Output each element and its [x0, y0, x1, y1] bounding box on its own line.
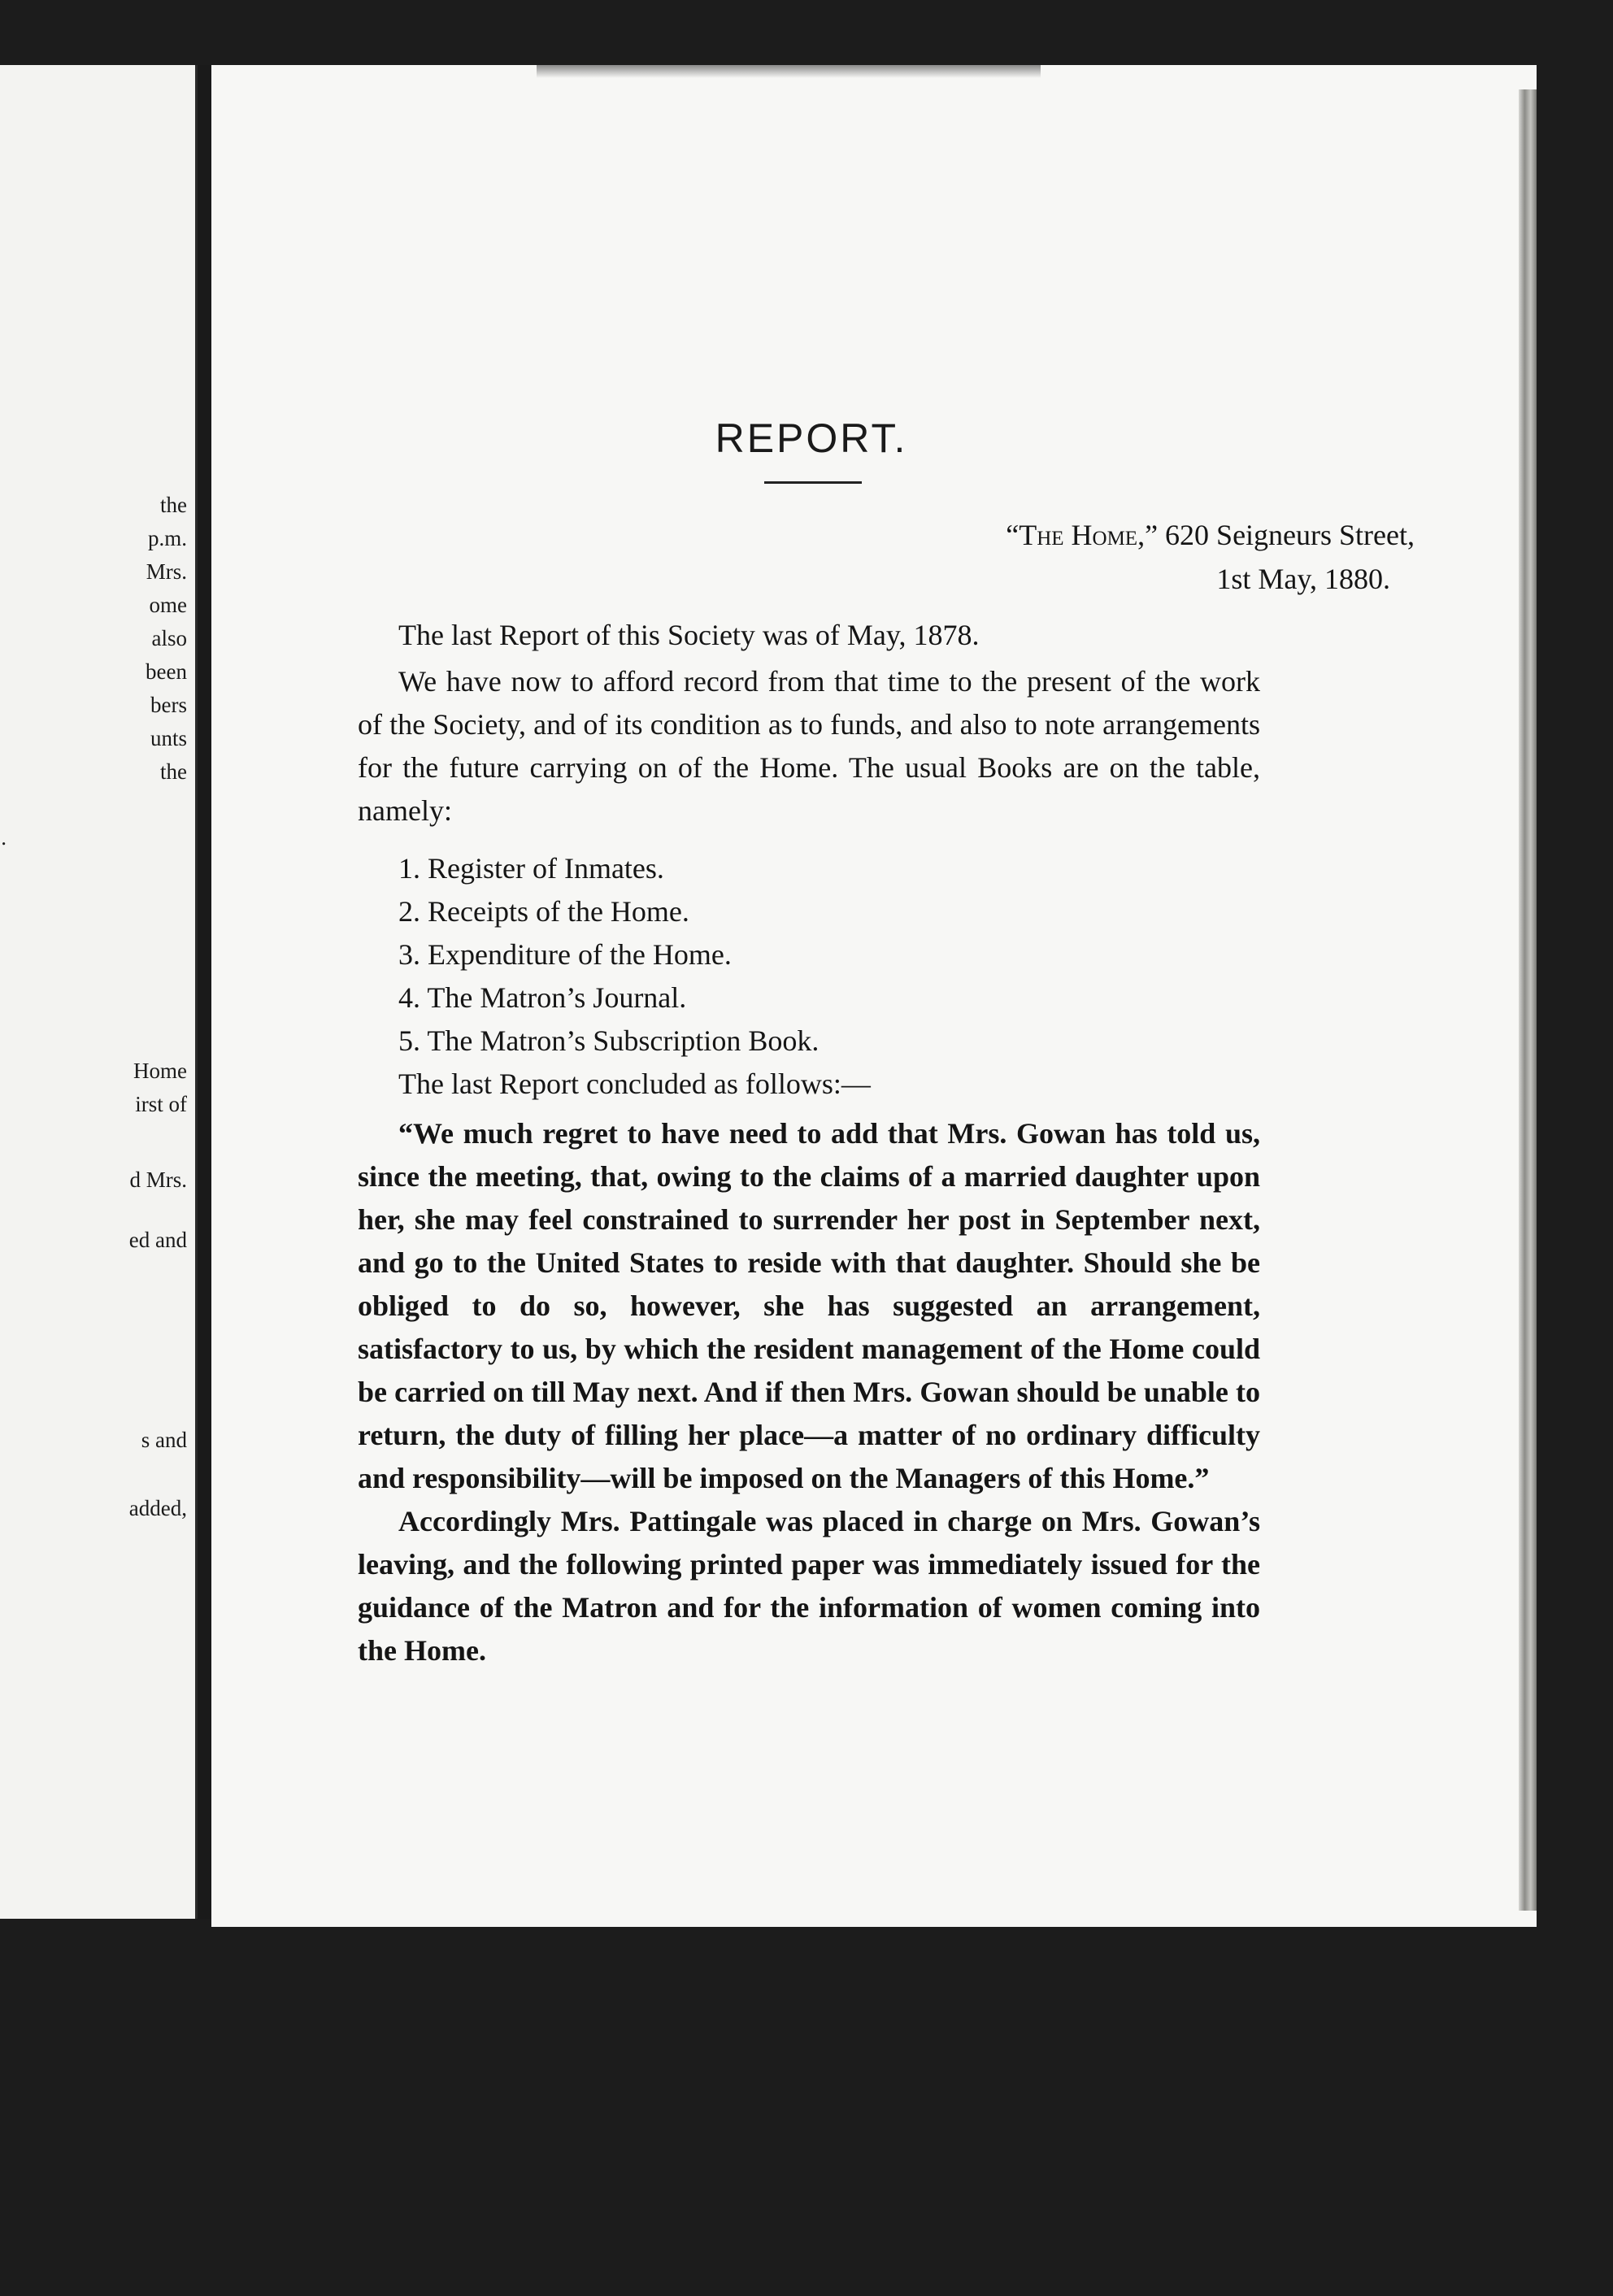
left-text-line: Home [133, 1059, 187, 1083]
left-text-line: p.m. [147, 526, 187, 550]
report-address [358, 518, 1415, 552]
left-text-line: ed and [128, 1228, 187, 1252]
list-item: 3. Expenditure of the Home. [398, 938, 732, 971]
scan-smudge [537, 65, 1041, 78]
left-text-line: irst of [135, 1092, 187, 1116]
list-item: 1. Register of Inmates. [398, 852, 664, 885]
paragraph-record: We have now to afford record from that time to the present of the work of the Society, and of its condition as to funds, and also to note arrangements for the future carrying on of the Home. The usual Books are on the table, namely: [358, 665, 1260, 827]
report-page [211, 65, 1537, 1927]
left-text-line: d Mrs. [129, 1168, 187, 1192]
left-text-line: s and [141, 1428, 187, 1452]
page-edge [1519, 89, 1537, 1911]
paragraph-last-report: The last Report of this Society was of May, 1878. [398, 619, 980, 651]
list-item: 5. The Matron’s Subscription Book. [398, 1024, 820, 1057]
left-text-line: the [160, 493, 187, 517]
quoted-paragraph: “We much regret to have need to add that Mrs. Gowan has told us, since the meeting, that, owing to the claims of a married daughter upon her, she may feel constrained to surrender her post in September next, and go to the United States to reside with that daughter. Should she be obliged to do so, however, she has suggested an arrangement, satisfactory to us, by which the resident management of the Home could be carried on till May next. And if then Mrs. Gowan should be unable to return, the duty of filling her place—a matter of no ordinary difficulty and responsibility—will be imposed on the Managers of this Home.” [358, 1117, 1260, 1494]
list-item: 4. The Matron’s Journal. [398, 981, 687, 1014]
left-text-line: also [151, 626, 187, 650]
paragraph-accordingly: Accordingly Mrs. Pattingale was placed in charge on Mrs. Gowan’s leaving, and the following printed paper was immediately issued for the guidance of the Matron and for the information of women coming into the Home. [358, 1505, 1260, 1667]
paragraph-concluded: The last Report concluded as follows:— [398, 1068, 871, 1100]
left-text-line: added, [128, 1496, 187, 1520]
address-home-name: “The Home,” [1006, 519, 1159, 551]
address-street: 620 Seigneurs Street, [1158, 519, 1415, 551]
book-gutter [198, 65, 211, 1919]
title-rule [764, 481, 862, 484]
report-text [358, 415, 1480, 1672]
left-text-line: Mrs. [146, 559, 187, 584]
books-list [358, 847, 1480, 1063]
report-title: REPORT. [715, 415, 908, 461]
left-text-line: bers [150, 693, 187, 717]
left-text-line: unts [150, 726, 187, 750]
report-date: 1st May, 1880. [1216, 563, 1390, 595]
left-text-line: the [160, 759, 187, 784]
left-text-line: been [146, 659, 187, 684]
left-text-line: . [1, 825, 7, 850]
left-page-fragment [0, 65, 198, 1919]
left-text-line: ome [149, 593, 187, 617]
list-item: 2. Receipts of the Home. [398, 895, 689, 928]
